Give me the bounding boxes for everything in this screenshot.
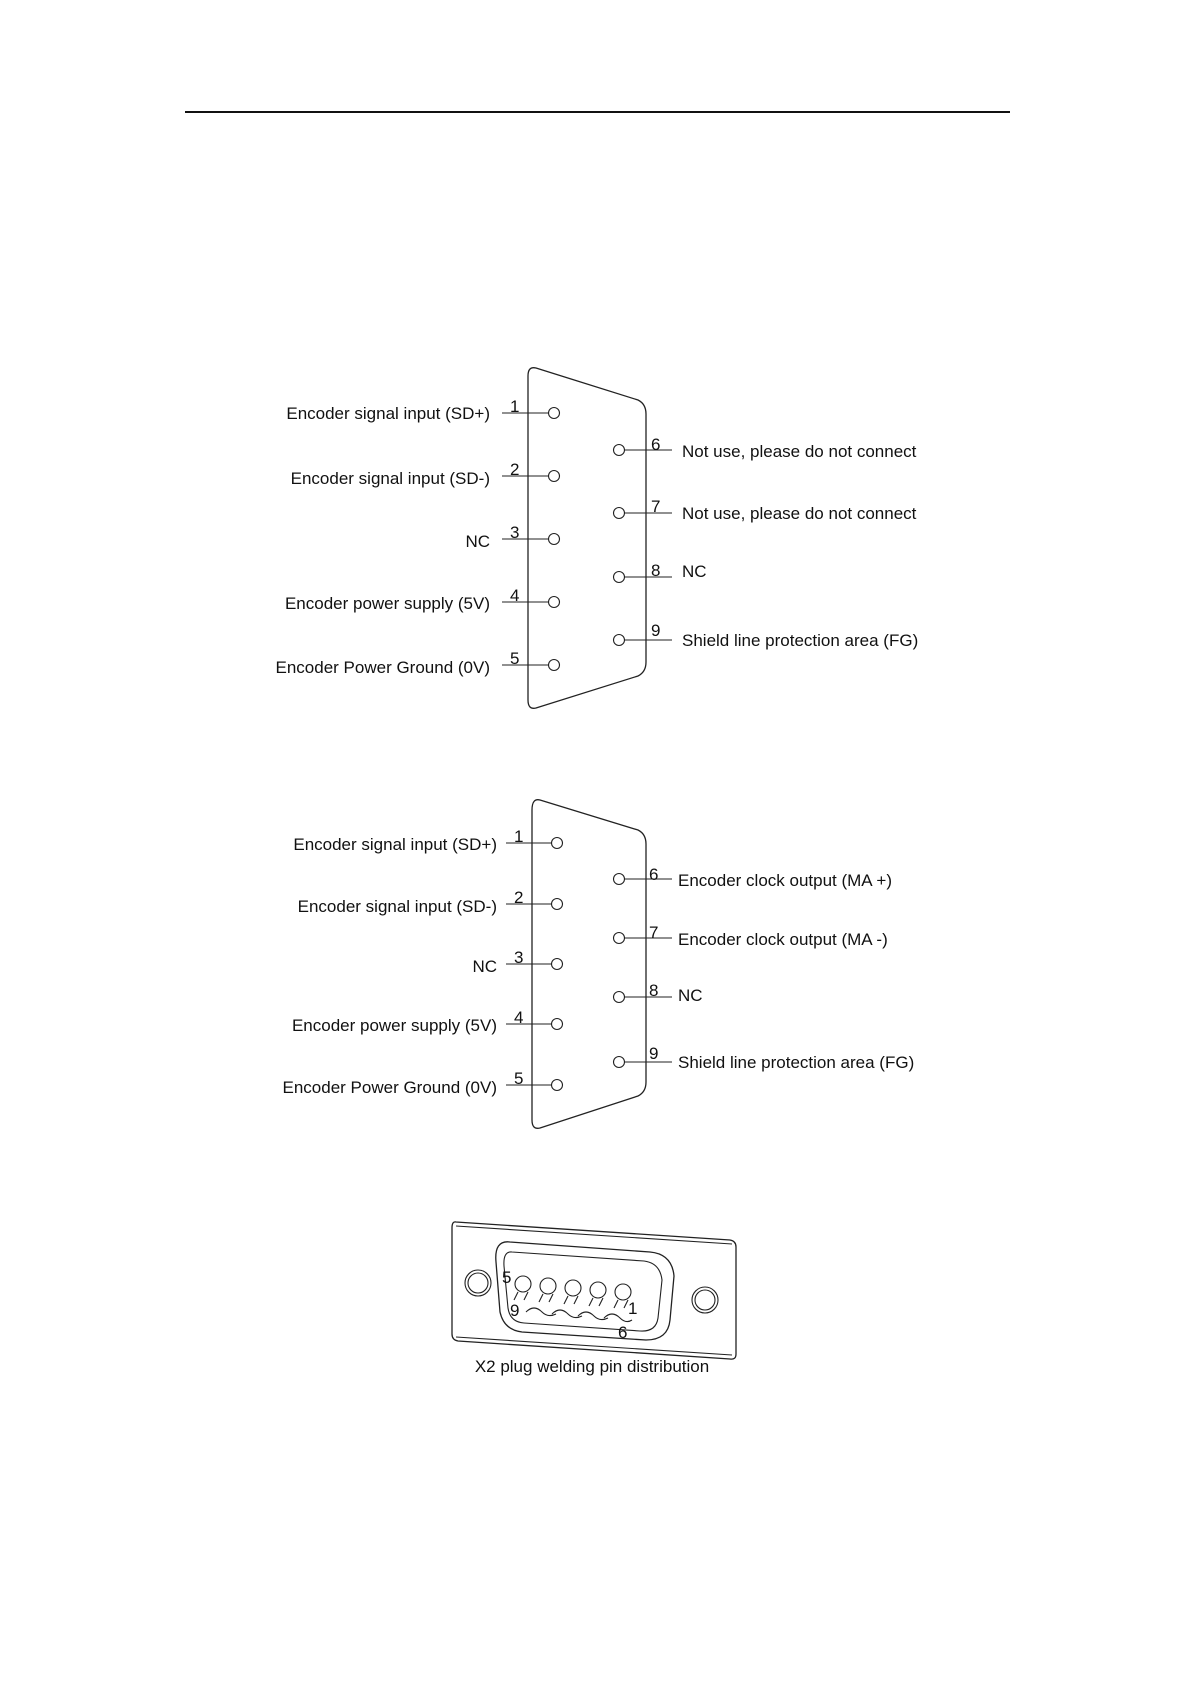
pin-label: Encoder Power Ground (0V) — [282, 1078, 497, 1097]
plug-pin-number-6: 6 — [618, 1323, 628, 1342]
pin-number: 4 — [514, 1008, 524, 1027]
pin-label: Shield line protection area (FG) — [682, 631, 919, 650]
pin-row-left-4 — [285, 586, 560, 613]
pin-number: 8 — [651, 561, 661, 580]
pin-label: Encoder signal input (SD-) — [297, 897, 497, 916]
mounting-hole-left — [465, 1270, 491, 1296]
pin-label: Encoder signal input (SD+) — [286, 404, 490, 423]
pin-label: NC — [472, 957, 497, 976]
pin-label: Not use, please do not connect — [682, 504, 917, 523]
pin-number: 1 — [510, 397, 520, 416]
plug-pin-number-9: 9 — [510, 1301, 520, 1320]
pin-label: NC — [682, 562, 707, 581]
pin-number: 2 — [510, 460, 520, 479]
pin-number: 9 — [649, 1044, 659, 1063]
pin-label: Encoder signal input (SD-) — [290, 469, 490, 488]
pin-number: 3 — [510, 523, 520, 542]
pin-number: 7 — [649, 923, 659, 942]
pin-label: Encoder power supply (5V) — [284, 594, 490, 613]
pin-row-left-5 — [283, 1069, 563, 1097]
pin-label: Encoder power supply (5V) — [291, 1016, 497, 1035]
pin-number: 6 — [651, 435, 661, 454]
pin-number: 7 — [651, 497, 661, 516]
plug-flange — [452, 1222, 736, 1359]
plug-pin-number-1: 1 — [628, 1299, 638, 1318]
pin-row-right-6 — [614, 865, 893, 890]
pin-label: Not use, please do not connect — [682, 442, 917, 461]
pin-number: 6 — [649, 865, 659, 884]
pin-row-left-3 — [472, 948, 562, 976]
connector-diagram-2 — [283, 800, 915, 1129]
pin-label: NC — [465, 532, 490, 551]
mounting-hole-right — [692, 1287, 718, 1313]
pin-label: Encoder signal input (SD+) — [293, 835, 497, 854]
connector-diagram-1 — [276, 368, 919, 709]
pin-label: Encoder clock output (MA +) — [678, 871, 893, 890]
pin-row-left-5 — [276, 649, 560, 677]
pin-row-left-2 — [291, 460, 560, 488]
plug-illustration — [452, 1222, 736, 1359]
connector-outline-1 — [528, 368, 646, 709]
pin-row-right-8 — [614, 561, 707, 583]
plug-pin-number-5: 5 — [502, 1268, 512, 1287]
pin-row-right-7 — [614, 497, 917, 523]
pin-row-left-4 — [292, 1008, 563, 1035]
pin-number: 1 — [514, 827, 524, 846]
pin-number: 3 — [514, 948, 524, 967]
pin-number: 5 — [514, 1069, 524, 1088]
pin-label: Shield line protection area (FG) — [678, 1053, 915, 1072]
pin-row-right-7 — [614, 923, 888, 949]
pin-number: 5 — [510, 649, 520, 668]
pin-label: NC — [678, 986, 703, 1005]
pin-label: Encoder Power Ground (0V) — [275, 658, 490, 677]
pin-row-left-3 — [465, 523, 559, 551]
plug-pin-row-bottom — [526, 1308, 632, 1322]
pin-row-left-1 — [293, 827, 562, 854]
pin-number: 2 — [514, 888, 524, 907]
pin-row-right-9 — [614, 621, 919, 650]
figure-caption: X2 plug welding pin distribution — [474, 1357, 710, 1376]
pin-row-left-2 — [298, 888, 563, 916]
pin-label: Encoder clock output (MA -) — [678, 930, 888, 949]
pin-row-right-6 — [614, 435, 917, 461]
pin-number: 4 — [510, 586, 520, 605]
plug-pin-row-top — [514, 1276, 631, 1308]
pin-row-right-9 — [614, 1044, 915, 1072]
pin-row-right-8 — [614, 981, 703, 1005]
pin-number: 8 — [649, 981, 659, 1000]
pin-number: 9 — [651, 621, 661, 640]
pin-row-left-1 — [286, 397, 559, 423]
